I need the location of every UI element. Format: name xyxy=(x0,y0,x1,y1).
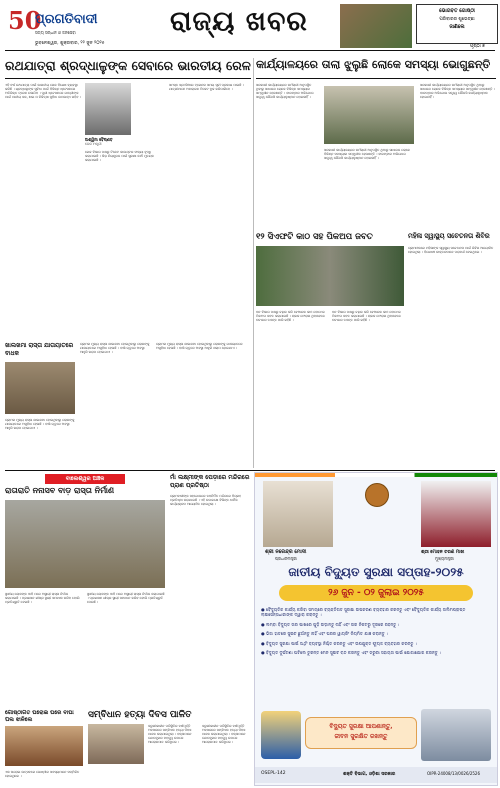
story-timber-col1: ବନ ବିଭାଗ ପକ୍ଷରୁ ଚଢ଼ଉ କରି ବେଆଇନ କାଠ ବୋଝେଇ ପିକଅପ ଜବତ କରାଯାଇଛି । ଚାଳକ ଫେରାର ଥିବାବେଳେ ଘଟଣାର ତଦନ୍ତ ଜାରି ରହିଛି । xyxy=(256,310,326,323)
headline-underline xyxy=(5,78,251,79)
story-road-col3: ଗ୍ରାମର ମୁଖ୍ୟ ରାସ୍ତା ଖାଲଖମା ହୋଇଥିବାରୁ ଲୋକଙ୍କୁ ଯାତାୟାତରେ ଅସୁବିଧା ହେଉଛି । ବର୍ଷା ଋତୁରେ ଅବସ୍ଥା ଆହୁରି ଖରାପ ହୋଇଯାଏ । xyxy=(156,342,244,351)
ad-bullets xyxy=(261,607,491,659)
slogan-line-2: ଜୀବନ ସୁରକ୍ଷିତ ରଖନ୍ତୁ xyxy=(334,733,388,740)
ad-footer-center: ଶକ୍ତି ବିଭାଗ, ଓଡ଼ିଶା ସରକାର xyxy=(343,772,396,777)
story-temple xyxy=(170,474,250,706)
odisha-emblem-icon xyxy=(365,483,389,507)
story-constitution-col2: ଜରୁରୀକାଳୀନ ପରିସ୍ଥିତିର ବର୍ଷପୂର୍ତ୍ତି ଅବସରରେ ସମ୍ବିଧାନ ହତ୍ୟା ଦିବସ ପାଳନ କରାଯାଇଥିଲା । ବକ୍ତାମାନେ ଗଣତନ୍ତ୍ରର ମହତ୍ତ୍ୱ ଉପରେ ଆଲୋକପାତ କରିଥିଲେ । xyxy=(202,724,247,745)
story-road-body: ଗ୍ରାମର ମୁଖ୍ୟ ରାସ୍ତା ଖାଲଖମା ହୋଇଥିବାରୁ ଲୋକଙ୍କୁ ଯାତାୟାତରେ ଅସୁବିଧା ହେଉଛି । ବର୍ଷା ଋତୁରେ ଅବସ୍ଥା ଆହୁରି ଖରାପ ହୋଇଯାଏ । xyxy=(5,418,76,431)
timber-photo xyxy=(256,246,404,306)
minister-name: ଅଶ୍ୱିନୀ ବୈଷ୍ଣବ xyxy=(85,137,113,142)
ad-title: ଜାତୀୟ ବିଦ୍ୟୁତ ସୁରକ୍ଷା ସପ୍ତାହ-୨୦୨୫ xyxy=(288,565,464,579)
story-rathyatra-col1: ଏହି ବର୍ଷ ରଥଯାତ୍ରା ପାଇଁ ଭାରତୀୟ ରେଳ ବିଶେଷ ବ୍ୟବସ୍ଥା କରିଛି । ଶ୍ରଦ୍ଧାଳୁଙ୍କ ସୁବିଧା ପାଇଁ ବିଭିନ୍ନ ଷ୍ଟେସନରେ ଅତିରିକ୍ତ ଟ୍ରେନ ଚଳାଯିବ । ପୁରୀ ଷ୍ଟେସନରେ ଯାତ୍ରୀଙ୍କ ପାଇଁ ପାନୀୟ ଜଳ, ଛାଇ ଓ ଚିକିତ୍ସା ସୁବିଧା ଉପଲବ୍ଧ ରହିବ । xyxy=(5,83,82,100)
masthead-photo xyxy=(340,4,412,48)
story-constitution-col1: ଜରୁରୀକାଳୀନ ପରିସ୍ଥିତିର ବର୍ଷପୂର୍ତ୍ତି ଅବସରରେ ସମ୍ବିଧାନ ହତ୍ୟା ଦିବସ ପାଳନ କରାଯାଇଥିଲା । ବକ୍ତାମାନେ ଗଣତନ୍ତ୍ରର ମହତ୍ତ୍ୱ ଉପରେ ଆଲୋକପାତ କରିଥିଲେ । xyxy=(148,724,193,745)
story-rathyatra-col3: ସମସ୍ତ ସ୍ପେସିଆଲ ଟ୍ରେନର ସମୟ ସୂଚୀ ପ୍ରକାଶ ପାଇଛି । ଯାତ୍ରୀମାନେ ଅନଲାଇନ ଟିକେଟ ବୁକ କରିପାରିବେ । xyxy=(169,83,245,92)
story-overnight-col2: ସ୍ଥାନୀୟ ଲୋକଙ୍କ ଦାବି ପରେ ଅସ୍ଥାୟୀ ରାସ୍ତା ନିର୍ମାଣ କରାଯାଇଛି । ପ୍ରଶାସନ ଶୀଘ୍ର ସ୍ଥାୟୀ ସମାଧାନ କରିବ ବୋଲି ପ୍ରତିଶ୍ରୁତି ଦେଇଛି । xyxy=(87,592,166,605)
ad-slogan-box xyxy=(305,717,417,749)
ad-line-1: ଭୋଗବତ ଗୋଷ୍ଠୀ xyxy=(439,8,475,14)
ad-bullet: ● ବିଦ୍ୟୁତ ଦୁର୍ଘଟଣା ଘଟିଲେ ତୁରନ୍ତ ମେନ ସୁଇଚ ବନ୍ଦ କରନ୍ତୁ ଏବଂ ଜରୁରୀ ସହାୟତା ପାଇଁ ଯୋଗାଯୋଗ କରନ୍ତୁ । xyxy=(261,650,442,656)
story-gathering-body: ଏକ ଘରୋଇ ଉତ୍ସବରେ ଗୋଷ୍ଠୀର ସଦସ୍ୟମାନେ ସମ୍ମିଳିତ ହୋଇଥିଲେ । xyxy=(5,770,81,779)
ad-line-2: ପରିବାରର ଶୁଭେଚ୍ଛା xyxy=(439,17,475,22)
story-rathyatra-col2: ରେଳ ବିଭାଗ ପକ୍ଷରୁ ଟିକେଟ କାଉଣ୍ଟର ସଂଖ୍ୟା ବୃଦ୍ଧି କରାଯାଇଛି । ଭିଡ଼ ନିୟନ୍ତ୍ରଣ ପାଇଁ ସୁରକ୍ଷା କର୍ମୀ ମୁତୟନ କରାଯାଇଛି । xyxy=(85,150,155,163)
section-rule-1 xyxy=(5,470,495,471)
ad-tricolor-band xyxy=(255,473,497,477)
story-office xyxy=(256,58,496,228)
story-office-col3: ସରକାରୀ କାର୍ଯ୍ୟାଳୟରେ କର୍ମଚାରୀ ଅନୁପସ୍ଥିତ ଥିବାରୁ ସାଧାରଣ ଲୋକେ ବିଭିନ୍ନ ସମସ୍ୟାର ସମ୍ମୁଖୀନ ହେଉଛନ୍ତି । ବାରମ୍ବାର ଅଭିଯୋଗ ସତ୍ତ୍ୱେ କୌଣସି କାର୍ଯ୍ୟାନୁଷ୍ଠାନ ହୋଇନାହିଁ । xyxy=(420,83,497,100)
leader2-title: ମୁଖ୍ୟମନ୍ତ୍ରୀ xyxy=(435,556,454,561)
ad-bullet: ● ବିଦ୍ୟୁତ ସୁରକ୍ଷା ପାଇଁ ଅର୍ଥିଂ ବ୍ୟବସ୍ଥା ନିଶ୍ଚିତ କରନ୍ତୁ ଏବଂ ଉପଯୁକ୍ତ ଫ୍ୟୁଜ ବ୍ୟବହାର କରନ୍ତୁ । xyxy=(261,640,417,646)
minister-photo xyxy=(85,83,131,135)
masthead xyxy=(0,0,500,52)
story-overnight-col1: ସ୍ଥାନୀୟ ଲୋକଙ୍କ ଦାବି ପରେ ଅସ୍ଥାୟୀ ରାସ୍ତା ନିର୍ମାଣ କରାଯାଇଛି । ପ୍ରଶାସନ ଶୀଘ୍ର ସ୍ଥାୟୀ ସମାଧାନ କରିବ ବୋଲି ପ୍ରତିଶ୍ରୁତି ଦେଇଛି । xyxy=(5,592,81,605)
story-road-headline: ଖାଲଖମା ରାସ୍ତା ଯାତାୟାତରେ ବାଧକ xyxy=(5,342,74,357)
ad-footer-bar xyxy=(255,767,497,783)
tagline: ସତ୍ୟ ସନ୍ଧାନ ଓ ଜନସେବା xyxy=(35,30,76,35)
story-timber xyxy=(256,232,404,468)
leader1-title: ପ୍ରଧାନମନ୍ତ୍ରୀ xyxy=(275,556,298,561)
office-photo xyxy=(324,86,414,144)
story-temple-body: ଗ୍ରାମବାସୀଙ୍କ ସହଯୋଗରେ ନବନିର୍ମିତ ମନ୍ଦିରରେ ବିଗ୍ରହ ପ୍ରତିଷ୍ଠା କରାଯାଇଛି । ଏହି ଉପଲକ୍ଷେ ବିଭିନ୍ନ ଧାର୍ମିକ କାର୍ଯ୍ୟକ୍ରମ ଆୟୋଜିତ ହୋଇଥିଲା । xyxy=(170,494,243,507)
story-kicker: ବାଲେଶ୍ୱର ଅଞ୍ଚଳ xyxy=(45,474,125,484)
logo-number: 50 xyxy=(8,6,42,35)
story-office-headline: କାର୍ଯ୍ୟାଳୟରେ ତାଲା ଝୁଲୁଛି ଲୋକେ ସମସ୍ୟା ଭୋଗୁଛନ୍ତି xyxy=(256,58,491,71)
leader1-name: ଶ୍ରୀ ନରେନ୍ଦ୍ର ମୋଦୀ xyxy=(265,549,307,555)
story-constitution-headline: ସମ୍ବିଧାନ ହତ୍ୟା ଦିବସ ପାଳିତ xyxy=(88,710,192,720)
leader2-photo xyxy=(421,481,491,547)
story-temple-headline: ମାଁ ଲକ୍ଷ୍ମୀଙ୍କ ପେଡ଼ାରେ ମନ୍ଦିରରେ ପ୍ରାଣ ପ୍ରତିଷ୍ଠା xyxy=(170,474,250,489)
masthead-ad-box xyxy=(416,4,498,44)
page-number: ପୃଷ୍ଠା ୭ xyxy=(470,44,485,49)
section-title: ରାଜ୍ୟ ଖବର xyxy=(170,6,308,37)
paper-name: ପ୍ରଗତିବାଦୀ xyxy=(35,12,98,27)
ad-footer-right: OIPR-24008/13/0026/2526 xyxy=(427,771,481,776)
gathering-photo xyxy=(5,726,83,766)
story-timber-col2: ବନ ବିଭାଗ ପକ୍ଷରୁ ଚଢ଼ଉ କରି ବେଆଇନ କାଠ ବୋଝେଇ ପିକଅପ ଜବତ କରାଯାଇଛି । ଚାଳକ ଫେରାର ଥିବାବେଳେ ଘଟଣାର ତଦନ୍ତ ଜାରି ରହିଛି । xyxy=(332,310,402,323)
headline-underline xyxy=(256,78,496,79)
story-gathering-headline: ଗୋଷ୍ଠୀଗତ ଘରୋଇ ଘରେ ବାଘା ପଲ ଝାଳିଲେ xyxy=(5,710,74,723)
leader1-photo xyxy=(263,481,333,547)
story-rathyatra-headline: ରଥଯାତ୍ରା ଶ୍ରଦ୍ଧାଳୁଙ୍କ ସେବାରେ ଭାରତୀୟ ରେଳ xyxy=(5,58,251,73)
overnight-road-photo xyxy=(5,500,165,588)
story-health-headline: ମହିଳା ସ୍ୱାସ୍ଥ୍ୟ ସଚେତନତା ଶିବିର xyxy=(408,232,490,240)
ad-footer-left: OSEPL-142 xyxy=(261,771,286,776)
story-road-col2: ଗ୍ରାମର ମୁଖ୍ୟ ରାସ୍ତା ଖାଲଖମା ହୋଇଥିବାରୁ ଲୋକଙ୍କୁ ଯାତାୟାତରେ ଅସୁବିଧା ହେଉଛି । ବର୍ଷା ଋତୁରେ ଅବସ୍ଥା ଆହୁରି ଖରାପ ହୋଇଯାଏ । xyxy=(80,342,151,355)
electric-safety-ad xyxy=(254,472,498,786)
story-constitution xyxy=(88,710,250,784)
leader2-name: ଶ୍ରୀ ମୋହନ ଚରଣ ମାଝୀ xyxy=(421,550,465,555)
story-overnight-headline: ରାତାରାତି ନନାସବ ବାଡ଼ ରାସ୍ତା ନିର୍ମାଣ xyxy=(5,486,115,495)
electric-panel-illustration-icon xyxy=(421,709,491,761)
lineman-illustration-icon xyxy=(261,711,301,759)
ad-line-3: ଜାଣିଲେ xyxy=(449,24,465,30)
logo-50 xyxy=(8,6,42,36)
story-overnight-road xyxy=(5,474,165,706)
story-health xyxy=(408,232,496,468)
road-photo xyxy=(5,362,75,414)
story-office-col2: ସରକାରୀ କାର୍ଯ୍ୟାଳୟରେ କର୍ମଚାରୀ ଅନୁପସ୍ଥିତ ଥିବାରୁ ସାଧାରଣ ଲୋକେ ବିଭିନ୍ନ ସମସ୍ୟାର ସମ୍ମୁଖୀନ ହେଉଛନ୍ତି । ବାରମ୍ବାର ଅଭିଯୋଗ ସତ୍ତ୍ୱେ କୌଣସି କାର୍ଯ୍ୟାନୁଷ୍ଠାନ ହୋଇନାହିଁ । xyxy=(324,148,412,161)
story-timber-headline: ୧୨ ସିଏଫଟି କାଠ ସହ ପିକଅପ ଜବତ xyxy=(256,232,373,242)
story-office-col1: ସରକାରୀ କାର୍ଯ୍ୟାଳୟରେ କର୍ମଚାରୀ ଅନୁପସ୍ଥିତ ଥିବାରୁ ସାଧାରଣ ଲୋକେ ବିଭିନ୍ନ ସମସ୍ୟାର ସମ୍ମୁଖୀନ ହେଉଛନ୍ତି । ବାରମ୍ବାର ଅଭିଯୋଗ ସତ୍ତ୍ୱେ କୌଣସି କାର୍ଯ୍ୟାନୁଷ୍ଠାନ ହୋଇନାହିଁ । xyxy=(256,83,315,100)
constitution-photo xyxy=(88,724,144,764)
ad-dates-banner: ୨୬ ଜୁନ - ୦୨ ଜୁଲାଇ ୨୦୨୫ xyxy=(279,585,473,601)
minister-caption: ରେଳ ମନ୍ତ୍ରୀ xyxy=(85,142,102,146)
ad-bullet: ● ଭିଜା ହାତରେ ସୁଇଚ ଛୁଅଁନ୍ତୁ ନାହିଁ ଏବଂ ଘରର ୱାୟରିଂ ନିୟମିତ ଯାଞ୍ଚ କରାନ୍ତୁ । xyxy=(261,631,389,637)
ad-bullet: ● ବୈଦ୍ୟୁତିକ କାର୍ଯ୍ୟ କରିବା ସମୟରେ ବ୍ୟକ୍ତିଗତ ସୁରକ୍ଷା ଉପକରଣ ବ୍ୟବହାର କରନ୍ତୁ ଏବଂ ବୈଦ୍ୟୁତିକ କାର୍ଯ୍ୟ ତାଲିମପ୍ରାପ୍ତ ଲାଇସେନ୍ସଧାରୀଙ୍କ ଦ୍ୱାରା କରାନ୍ତୁ । xyxy=(261,607,466,618)
dateline: ଭୁବନେଶ୍ୱର, ଶୁକ୍ରବାର, ୨୨ ଜୁନ ୨୦୨୫ xyxy=(35,41,105,46)
story-health-body: ଗ୍ରାମାଞ୍ଚଳରେ ମହିଳାଙ୍କ ସ୍ୱାସ୍ଥ୍ୟ ସଚେତନତା ପାଇଁ ଶିବିର ଆୟୋଜିତ ହୋଇଥିଲା । ବିଶେଷଜ୍ଞ ଡାକ୍ତରମାନେ ପରାମର୍ଶ ଦେଇଥିଲେ । xyxy=(408,246,495,255)
vertical-rule-1 xyxy=(253,58,254,468)
masthead-rule xyxy=(5,50,495,51)
ad-bullet: ● ଲମ୍ବା ବିଦ୍ୟୁତ ତାର ପାଖରେ ଘୁଡ଼ି ଉଡ଼ାନ୍ତୁ ନାହିଁ ଏବଂ ତାର ନିକଟରୁ ଦୂରରେ ରହନ୍ତୁ । xyxy=(261,621,400,627)
story-gathering xyxy=(5,710,83,784)
slogan-line-1: ବିଦ୍ୟୁତ ସୁରକ୍ଷା ଆପଣାନ୍ତୁ, xyxy=(329,723,393,730)
story-rathyatra xyxy=(5,58,251,338)
story-road xyxy=(5,342,75,462)
